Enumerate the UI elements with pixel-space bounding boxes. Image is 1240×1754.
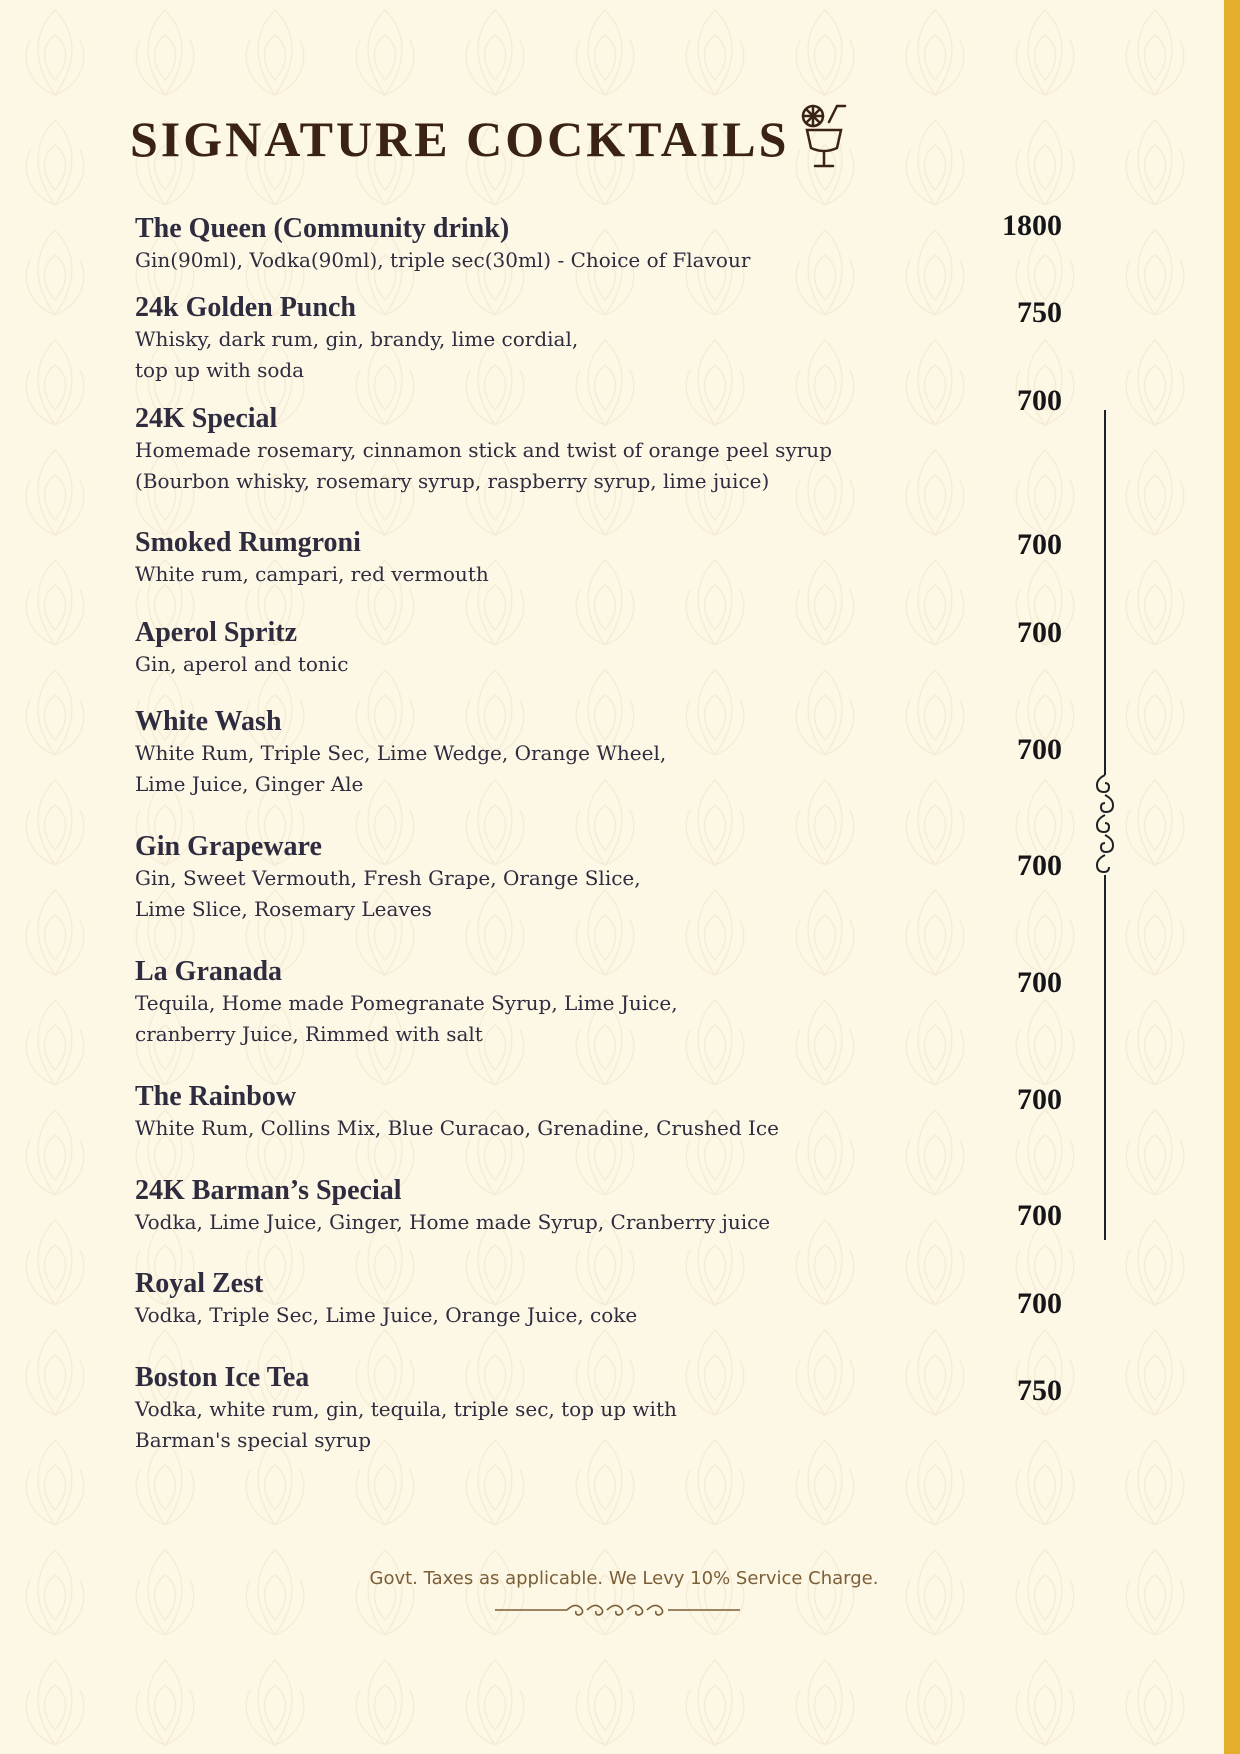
gold-edge-bar (1224, 0, 1240, 1754)
menu-item-name: Gin Grapeware (135, 831, 322, 862)
menu-item-price: 700 (1017, 616, 1062, 649)
page-title: SIGNATURE COCKTAILS (130, 111, 790, 167)
menu-item-name: White Wash (135, 706, 282, 737)
menu-item-name: La Granada (135, 956, 283, 987)
menu-item-description: White Rum, Triple Sec, Lime Wedge, Orange Wheel, Lime Juice, Ginger Ale (135, 741, 667, 796)
menu-item-name: Royal Zest (135, 1268, 264, 1299)
menu-item-name: Smoked Rumgroni (135, 527, 361, 558)
menu-item (135, 403, 1065, 497)
menu-item-description: White Rum, Collins Mix, Blue Curacao, Grenadine, Crushed Ice (135, 1116, 779, 1140)
menu-item-name: 24K Special (135, 403, 278, 434)
menu-item (135, 1268, 1065, 1331)
menu-item-description: White rum, campari, red vermouth (135, 562, 489, 586)
menu-item-price: 700 (1017, 1083, 1062, 1116)
menu-item-description: Homemade rosemary, cinnamon stick and twist of orange peel syrup (Bourbon whisky, rosemary syrup, raspberry syrup, lime juice) (135, 438, 832, 493)
menu-item (135, 956, 1065, 1050)
vertical-divider-flourish (1090, 410, 1120, 1240)
menu-item-description: Vodka, white rum, gin, tequila, triple sec, top up with Barman's special syrup (135, 1397, 677, 1452)
menu-item-name: 24k Golden Punch (135, 292, 356, 323)
menu-item-name: The Rainbow (135, 1081, 297, 1112)
menu-item-price: 700 (1017, 966, 1062, 999)
menu-item-description: Whisky, dark rum, gin, brandy, lime cordial, top up with soda (135, 327, 579, 382)
menu-item-price: 700 (1017, 1199, 1062, 1232)
footer-note: Govt. Taxes as applicable. We Levy 10% Service Charge. (369, 1568, 879, 1589)
menu-item-name: Aperol Spritz (135, 617, 298, 648)
menu-item (135, 1081, 1065, 1144)
menu-item (135, 527, 1065, 590)
menu-item-price: 750 (1017, 296, 1062, 329)
menu-item (135, 831, 1065, 925)
menu-item-price: 700 (1017, 849, 1062, 882)
menu-item-price: 1800 (1002, 209, 1062, 242)
menu-item-price: 750 (1017, 1374, 1062, 1407)
menu-item-description: Tequila, Home made Pomegranate Syrup, Lime Juice, cranberry Juice, Rimmed with salt (135, 991, 678, 1046)
menu-item-name: Boston Ice Tea (135, 1362, 310, 1393)
menu-item (135, 1362, 1065, 1456)
menu-item-price: 700 (1017, 733, 1062, 766)
menu-item-description: Gin, Sweet Vermouth, Fresh Grape, Orange Slice, Lime Slice, Rosemary Leaves (135, 866, 641, 921)
cocktail-glass-icon (799, 102, 849, 172)
menu-item-name: 24K Barman’s Special (135, 1175, 402, 1206)
menu-item-description: Vodka, Lime Juice, Ginger, Home made Syrup, Cranberry juice (135, 1210, 771, 1234)
menu-item-description: Gin, aperol and tonic (135, 652, 349, 676)
menu-item (135, 213, 1065, 276)
menu-item (135, 1175, 1065, 1238)
menu-item-name: The Queen (Community drink) (135, 213, 510, 244)
menu-item (135, 706, 1065, 800)
menu-item-price: 700 (1017, 528, 1062, 561)
menu-item-price: 700 (1017, 1287, 1062, 1320)
menu-item (135, 292, 1065, 386)
menu-header (130, 102, 849, 172)
menu-item-price: 700 (1017, 384, 1062, 417)
footer-flourish-ornament (495, 1598, 740, 1622)
menu-item-description: Vodka, Triple Sec, Lime Juice, Orange Juice, coke (135, 1303, 638, 1327)
menu-item (135, 617, 1065, 680)
menu-item-description: Gin(90ml), Vodka(90ml), triple sec(30ml) - Choice of Flavour (135, 248, 751, 272)
